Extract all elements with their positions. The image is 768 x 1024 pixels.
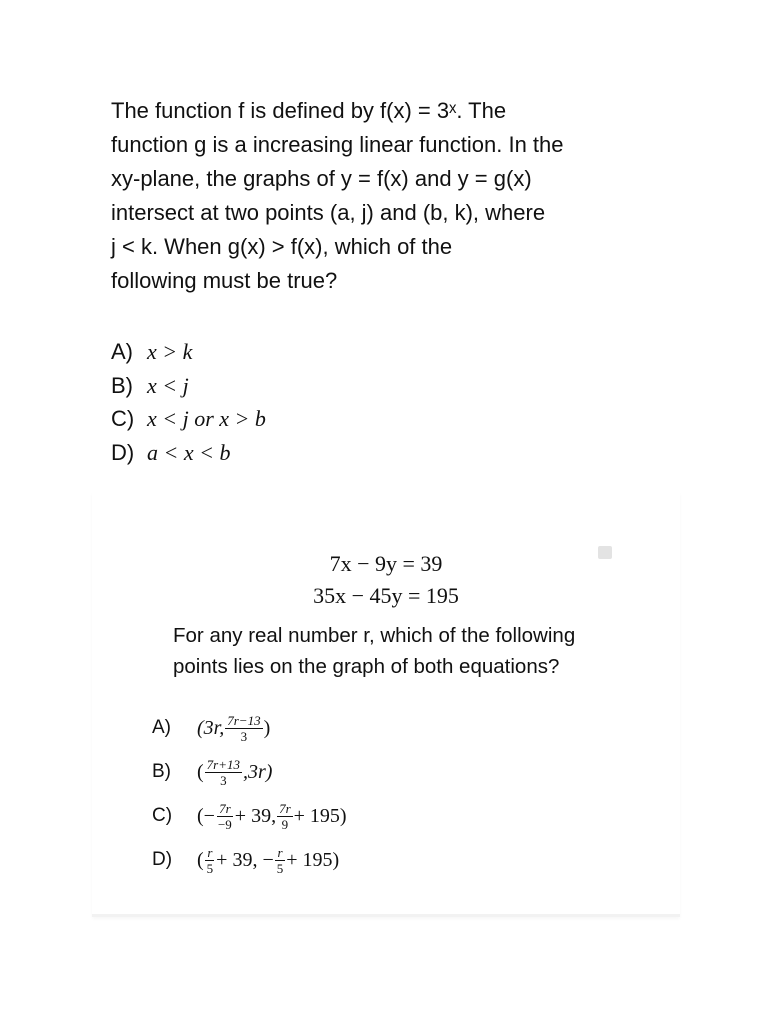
choice-text: x > k	[147, 339, 193, 364]
problem-2-choice-d[interactable]	[152, 838, 347, 882]
fraction	[277, 801, 293, 832]
fraction-numerator: 7r	[219, 800, 231, 816]
choice-middle: + 39, −	[216, 848, 274, 871]
problem-2-choices	[152, 706, 347, 882]
fraction	[225, 713, 262, 744]
fraction	[205, 845, 216, 876]
choice-close: )	[263, 716, 271, 739]
problem-1-stem-line: function g is a increasing linear function. In the	[111, 132, 564, 157]
fraction	[205, 757, 242, 788]
problem-2-stem-line: For any real number r, which of the following	[173, 624, 576, 647]
choice-label: A)	[111, 339, 133, 364]
problem-1-choice-d[interactable]	[111, 436, 266, 470]
fraction-numerator: 7r	[279, 800, 291, 816]
equation-system	[92, 548, 680, 612]
problem-1-choice-a[interactable]	[111, 335, 266, 369]
choice-open: (	[197, 760, 204, 783]
fraction-denominator: −9	[217, 816, 232, 832]
problem-1-stem-line: intersect at two points (a, j) and (b, k), where	[111, 200, 546, 225]
choice-close: + 195)	[286, 848, 340, 871]
problem-2-choice-b[interactable]	[152, 750, 347, 794]
problem-2-stem	[173, 620, 575, 682]
problem-1-stem-line: The function f is defined by f(x) = 3ˣ. The	[111, 98, 507, 123]
problem-1-choice-c[interactable]	[111, 402, 266, 436]
equation-2: 35x − 45y = 195	[313, 583, 459, 608]
choice-label: D)	[111, 439, 135, 465]
choice-text: a < x < b	[147, 439, 231, 465]
problem-1-stem-line: following must be true?	[111, 268, 338, 293]
fraction-numerator: r	[277, 844, 283, 860]
choice-text: x < j or x > b	[147, 406, 266, 431]
choice-close: + 195)	[293, 804, 347, 827]
fraction-denominator: 9	[281, 816, 289, 832]
choice-label: B)	[111, 372, 133, 398]
choice-label: B)	[152, 761, 171, 782]
fraction	[275, 845, 286, 876]
choice-middle: + 39,	[234, 804, 277, 827]
equation-1: 7x − 9y = 39	[329, 551, 443, 576]
fraction-numerator: r	[207, 844, 213, 860]
choice-label: C)	[152, 805, 173, 826]
problem-1-stem	[111, 94, 671, 298]
choice-close: ,3r)	[243, 760, 273, 783]
problem-2-choice-a[interactable]	[152, 706, 347, 750]
choice-label: D)	[152, 849, 173, 870]
problem-2-choice-c[interactable]	[152, 794, 347, 838]
choice-open: (	[197, 848, 204, 871]
fraction-denominator: 3	[240, 728, 248, 744]
problem-2-panel	[92, 492, 680, 917]
fraction-numerator: 7r−13	[227, 712, 261, 728]
choice-open: (3r,	[197, 716, 225, 739]
choice-label: C)	[111, 406, 135, 431]
fraction	[216, 801, 234, 832]
fraction-denominator: 5	[276, 860, 284, 876]
problem-1-stem-line: j < k. When g(x) > f(x), which of the	[111, 234, 453, 259]
choice-text: x < j	[147, 372, 189, 398]
problem-2-stem-line: points lies on the graph of both equations?	[173, 655, 560, 678]
problem-1-choice-b[interactable]	[111, 369, 266, 403]
fraction-denominator: 5	[206, 860, 214, 876]
fraction-numerator: 7r+13	[206, 756, 241, 772]
problem-1-stem-line: xy-plane, the graphs of y = f(x) and y = g(x)	[111, 166, 532, 191]
choice-label: A)	[152, 717, 171, 738]
choice-open: (−	[197, 804, 215, 827]
problem-1-choices	[111, 335, 266, 469]
fraction-denominator: 3	[220, 772, 227, 788]
